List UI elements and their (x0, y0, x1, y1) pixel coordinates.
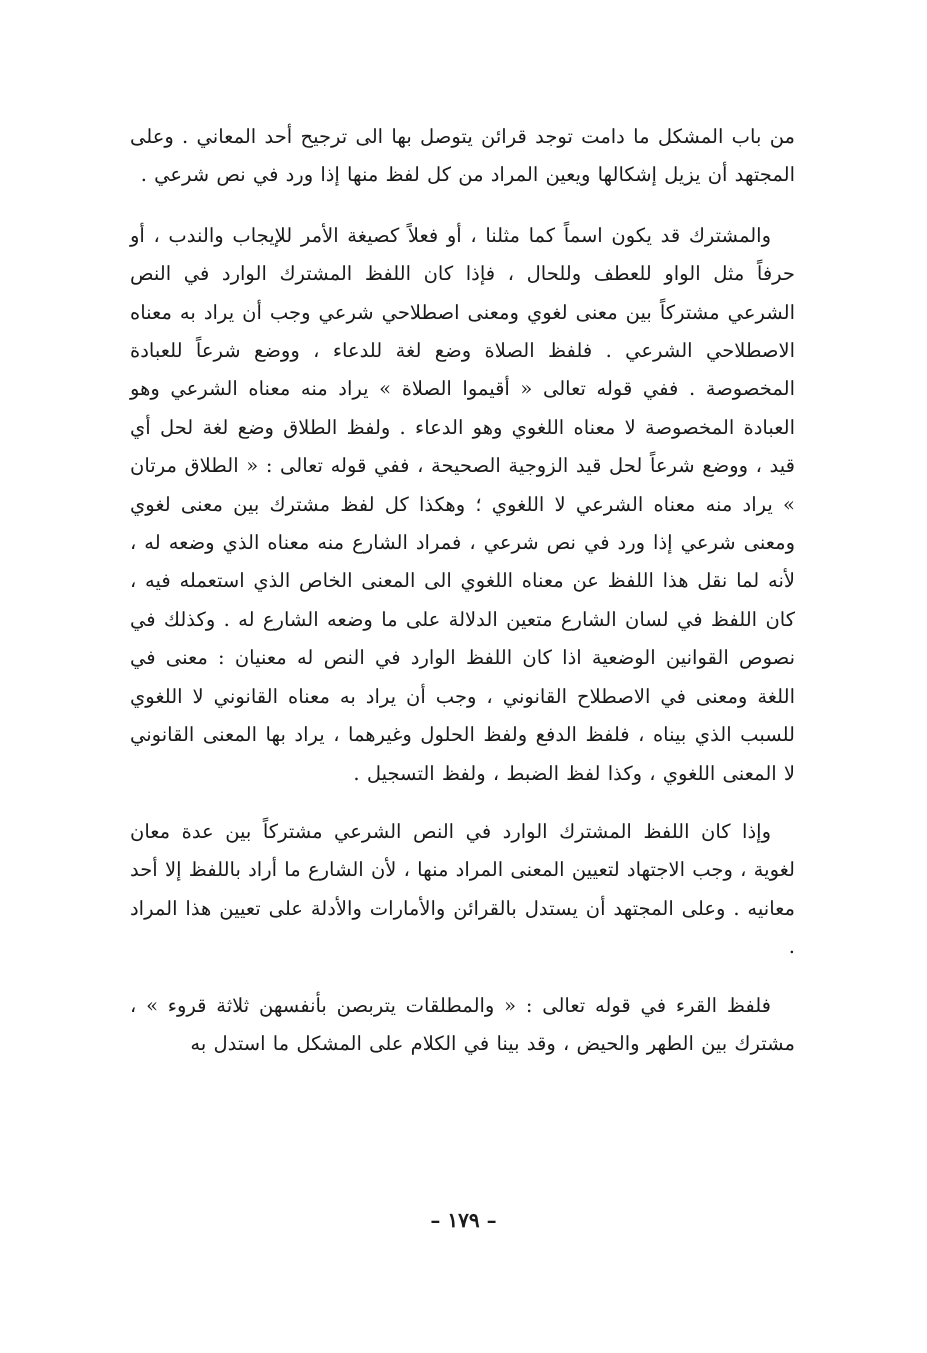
paragraph-1: من باب المشكل ما دامت توجد قرائن يتوصل بها الى ترجيح أحد المعاني . وعلى المجتهد أن يزيل إشكالها ويعين المراد من كل لفظ منها إذا ورد في نص شرعي . (130, 125, 795, 187)
paragraph-3: وإذا كان اللفظ المشترك الوارد في النص الشرعي مشتركاً بين عدة معان لغوية ، وجب الاجتهاد لتعيين المعنى المراد منها ، لأن الشارع ما أراد باللفظ إلا أحد معانيه . وعلى المجتهد أن يستدل بالقرائن والأمارات والأدلة على تعيين هذا المراد . (130, 819, 795, 959)
page-number: – ١٧٩ – (430, 1208, 497, 1232)
page-body (130, 118, 795, 1063)
paragraph-4: فلفظ القرء في قوله تعالى : « والمطلقات يتربصن بأنفسهن ثلاثة قروء » ، مشترك بين الطهر والحيض ، وقد بينا في الكلام على المشكل ما استدل به (130, 993, 795, 1055)
paragraph-2: والمشترك قد يكون اسماً كما مثلنا ، أو فعلاً كصيغة الأمر للإيجاب والندب ، أو حرفاً مثل الواو للعطف وللحال ، فإذا كان اللفظ المشترك الوارد في النص الشرعي مشتركاً بين معنى لغوي ومعنى اصطلاحي شرعي وجب أن يراد به معناه الاصطلاحي الشرعي . فلفظ الصلاة وضع لغة للدعاء ، ووضع شرعاً للعبادة المخصوصة . ففي قوله تعالى « أقيموا الصلاة » يراد منه معناه الشرعي وهو العبادة المخصوصة لا معناه اللغوي وهو الدعاء . ولفظ الطلاق وضع لغة لحل أي قيد ، ووضع شرعاً لحل قيد الزوجية الصحيحة ، ففي قوله تعالى : « الطلاق مرتان » يراد منه معناه الشرعي لا اللغوي ؛ وهكذا كل لفظ مشترك بين معنى لغوي ومعنى شرعي إذا ورد في نص شرعي ، فمراد الشارع منه معناه الذي وضعه له ، لأنه لما نقل هذا اللفظ عن معناه اللغوي الى المعنى الخاص الذي استعمله فيه ، كان اللفظ في لسان الشارع متعين الدلالة على ما وضعه الشارع له . وكذلك في نصوص القوانين الوضعية اذا كان اللفظ الوارد في النص له معنيان : معنى في اللغة ومعنى في الاصطلاح القانوني ، وجب أن يراد به معناه القانوني لا اللغوي للسبب الذي بيناه ، فلفظ الدفع ولفظ الحلول وغيرهما ، يراد بها المعنى القانوني لا المعنى اللغوي ، وكذا لفظ الضبط ، ولفظ التسجيل . (130, 223, 795, 785)
